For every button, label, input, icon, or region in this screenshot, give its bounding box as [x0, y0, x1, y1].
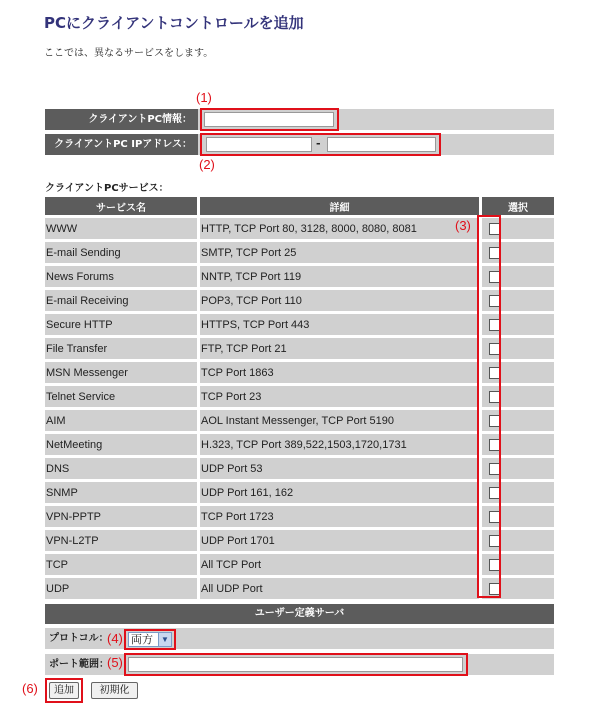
services-caption: クライアントPCサービス：: [45, 183, 169, 194]
service-name: VPN-L2TP: [45, 530, 200, 551]
service-name: News Forums: [45, 266, 200, 287]
client-info-label: クライアントPC情報：: [45, 109, 198, 130]
service-name: NetMeeting: [45, 434, 200, 455]
service-name: UDP: [45, 578, 200, 599]
port-range-label: ポート範囲：: [49, 659, 109, 670]
chevron-down-icon[interactable]: ▼: [158, 633, 171, 646]
service-detail: TCP Port 1863: [200, 362, 482, 383]
annotation-5: (5): [107, 655, 123, 670]
add-button[interactable]: 追加: [49, 682, 79, 699]
service-detail: UDP Port 161, 162: [200, 482, 482, 503]
service-name: TCP: [45, 554, 200, 575]
header-select: 選択: [482, 197, 554, 215]
annotation-6: (6): [22, 681, 38, 696]
service-detail: UDP Port 1701: [200, 530, 482, 551]
service-name: SNMP: [45, 482, 200, 503]
client-ip-label: クライアントPC IPアドレス：: [45, 134, 198, 155]
service-name: File Transfer: [45, 338, 200, 359]
user-defined-header: ユーザー定義サーバ: [45, 604, 554, 624]
reset-button[interactable]: 初期化: [91, 682, 138, 699]
ip-separator: -: [316, 137, 321, 150]
service-detail: AOL Instant Messenger, TCP Port 5190: [200, 410, 482, 431]
service-detail: UDP Port 53: [200, 458, 482, 479]
service-name: MSN Messenger: [45, 362, 200, 383]
service-detail: TCP Port 1723: [200, 506, 482, 527]
annotation-3: (3): [455, 218, 471, 233]
client-info-input[interactable]: [204, 112, 334, 127]
service-detail: TCP Port 23: [200, 386, 482, 407]
annotation-1: (1): [196, 90, 212, 105]
protocol-select-value: 両方: [131, 634, 153, 646]
header-detail: 詳細: [200, 197, 482, 215]
header-service-name: サービス名: [45, 197, 200, 215]
annotation-4: (4): [107, 631, 123, 646]
service-detail: H.323, TCP Port 389,522,1503,1720,1731: [200, 434, 482, 455]
page-title: PCにクライアントコントロールを追加: [44, 14, 304, 32]
service-detail: SMTP, TCP Port 25: [200, 242, 482, 263]
service-name: VPN-PPTP: [45, 506, 200, 527]
service-name: E-mail Sending: [45, 242, 200, 263]
service-name: E-mail Receiving: [45, 290, 200, 311]
services-header-row: [45, 197, 554, 215]
service-name: AIM: [45, 410, 200, 431]
service-name: WWW: [45, 218, 200, 239]
service-detail: NNTP, TCP Port 119: [200, 266, 482, 287]
service-name: DNS: [45, 458, 200, 479]
page-description: ここでは、異なるサービスをします。: [44, 48, 214, 59]
highlight-select-column: [477, 215, 501, 598]
service-detail: All UDP Port: [200, 578, 482, 599]
service-name: Telnet Service: [45, 386, 200, 407]
ip-end-input[interactable]: [327, 137, 436, 152]
service-detail: HTTP, TCP Port 80, 3128, 8000, 8080, 8081: [200, 218, 482, 239]
ip-start-input[interactable]: [206, 137, 312, 152]
annotation-2: (2): [199, 157, 215, 172]
service-detail: All TCP Port: [200, 554, 482, 575]
protocol-label: プロトコル：: [49, 633, 109, 644]
port-range-input[interactable]: [128, 657, 463, 672]
service-detail: FTP, TCP Port 21: [200, 338, 482, 359]
service-name: Secure HTTP: [45, 314, 200, 335]
service-detail: POP3, TCP Port 110: [200, 290, 482, 311]
protocol-select[interactable]: [128, 632, 172, 647]
service-detail: HTTPS, TCP Port 443: [200, 314, 482, 335]
